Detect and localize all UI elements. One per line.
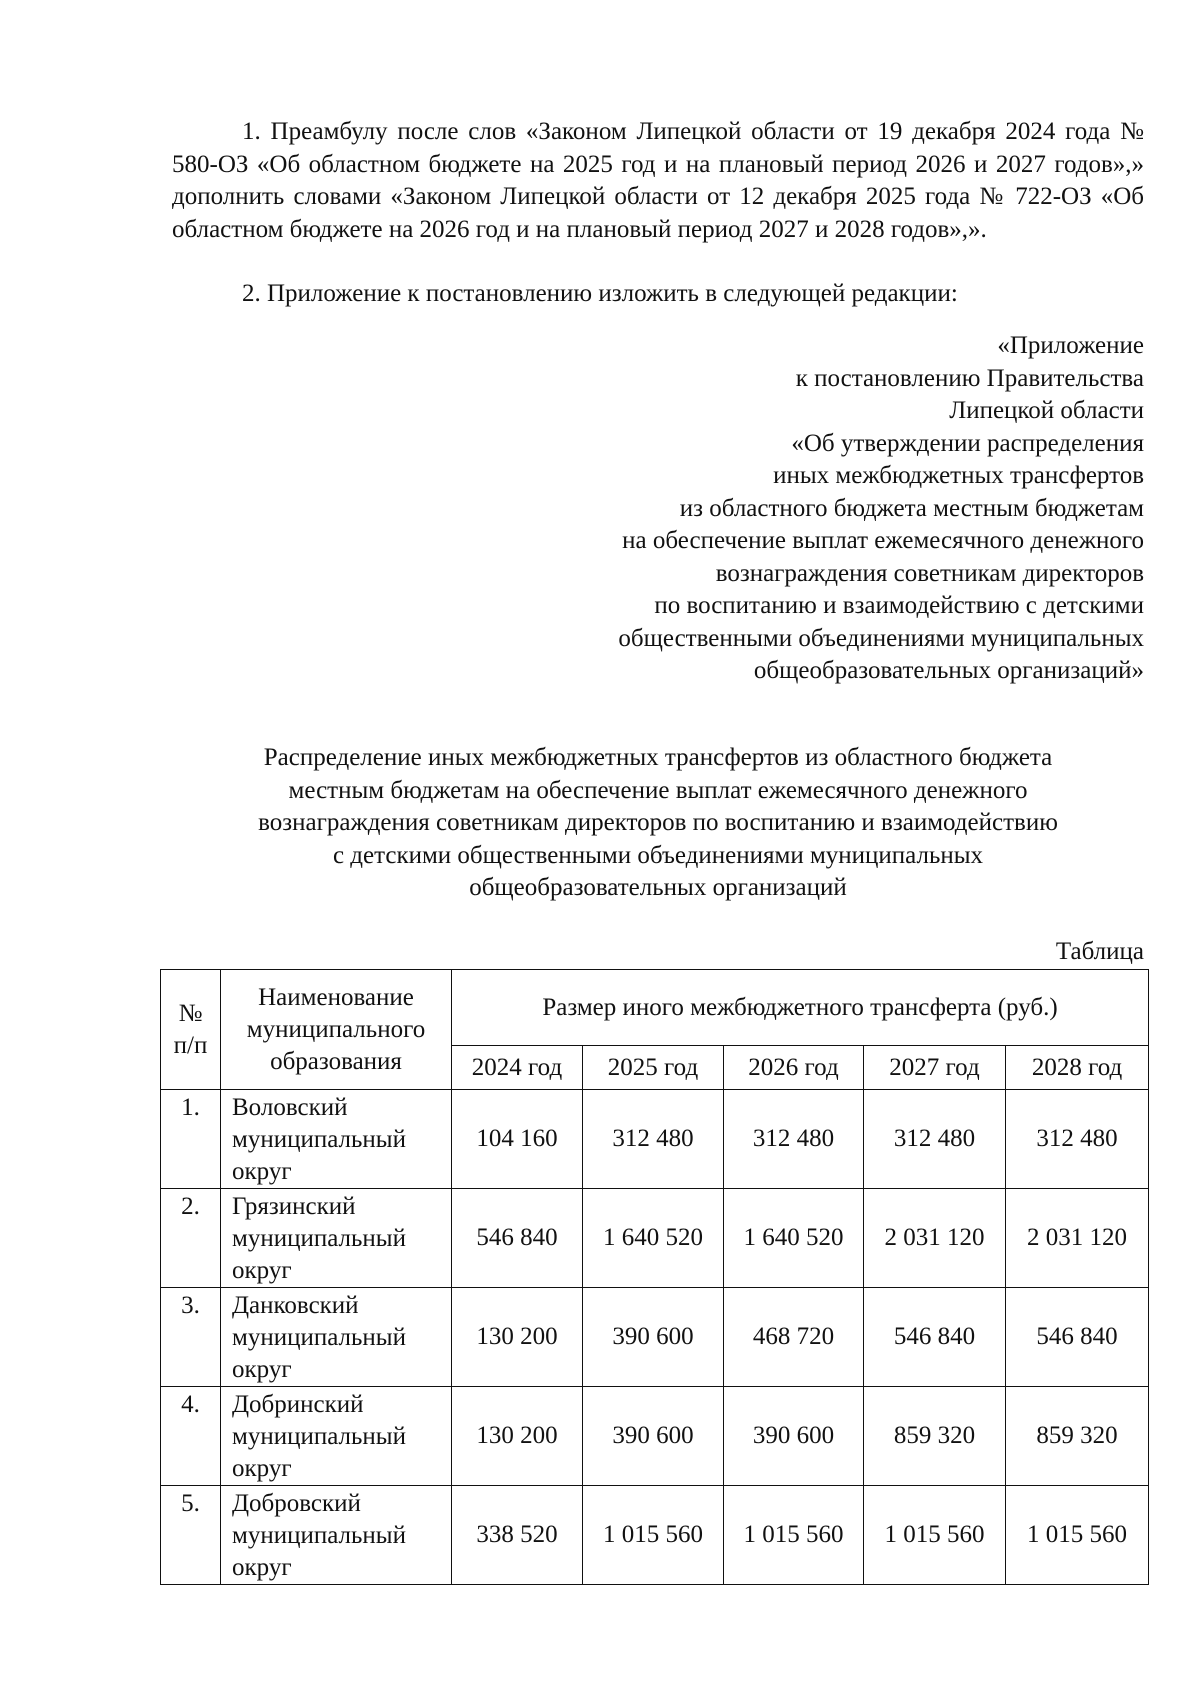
title-line: вознаграждения советникам директоров по воспитанию и взаимодействию <box>258 809 1058 836</box>
row-number: 5. <box>161 1486 221 1585</box>
header-year: 2024 год <box>452 1046 583 1090</box>
paragraph-preamble-amendment: 1. Преамбулу после слов «Законом Липецкой области от 19 декабря 2024 года № 580-ОЗ «Об областном бюджете на 2025 год и на плановый период 2026 и 2027 годов»,» дополнить словами «Законом Липецкой области от 12 декабря 2025 года № 722-ОЗ «Об областном бюджете на 2026 год и на плановый период 2027 и 2028 годов»,». <box>172 118 1144 243</box>
appendix-line: к постановлению Правительства <box>795 364 1144 392</box>
header-year: 2027 год <box>864 1046 1006 1090</box>
header-number-line1: № <box>178 999 203 1027</box>
title-line: Распределение иных межбюджетных трансфертов из областного бюджета <box>263 744 1053 771</box>
row-municipality: Данковский муниципальный округ <box>221 1288 452 1387</box>
row-value: 312 480 <box>864 1090 1006 1189</box>
row-value: 859 320 <box>1006 1387 1149 1486</box>
appendix-line: на обеспечение выплат ежемесячного денежного <box>622 527 1144 554</box>
appendix-line: по воспитанию и взаимодействию с детскими <box>654 592 1144 619</box>
header-name: Наименование муниципального образования <box>221 970 452 1090</box>
row-value: 2 031 120 <box>864 1189 1006 1288</box>
row-value: 2 031 120 <box>1006 1189 1149 1288</box>
row-number: 3. <box>161 1288 221 1387</box>
row-value: 546 840 <box>1006 1288 1149 1387</box>
row-value: 546 840 <box>452 1189 583 1288</box>
header-year: 2026 год <box>724 1046 864 1090</box>
header-year: 2028 год <box>1006 1046 1149 1090</box>
row-value: 1 640 520 <box>583 1189 724 1288</box>
row-number: 4. <box>161 1387 221 1486</box>
row-value: 390 600 <box>583 1288 724 1387</box>
row-municipality: Добринский муниципальный округ <box>221 1387 452 1486</box>
row-value: 130 200 <box>452 1288 583 1387</box>
row-value: 1 015 560 <box>864 1486 1006 1585</box>
header-number-line2: п/п <box>173 1031 208 1059</box>
document-title <box>172 742 1144 905</box>
appendix-line: вознаграждения советникам директоров <box>715 559 1144 587</box>
row-number: 2. <box>161 1189 221 1288</box>
row-value: 130 200 <box>452 1387 583 1486</box>
appendix-line: общеобразовательных организаций» <box>753 657 1144 684</box>
paragraph-appendix-amendment: 2. Приложение к постановлению изложить в следующей редакции: <box>242 280 958 307</box>
appendix-line: иных межбюджетных трансфертов <box>773 462 1144 489</box>
row-value: 1 015 560 <box>724 1486 864 1585</box>
row-value: 468 720 <box>724 1288 864 1387</box>
table-header-row <box>161 970 1149 1046</box>
table-row <box>161 1387 1149 1486</box>
row-value: 312 480 <box>1006 1090 1149 1189</box>
row-value: 1 015 560 <box>1006 1486 1149 1585</box>
row-value: 338 520 <box>452 1486 583 1585</box>
row-value: 104 160 <box>452 1090 583 1189</box>
table-row <box>161 1090 1149 1189</box>
row-value: 1 015 560 <box>583 1486 724 1585</box>
header-transfer-size: Размер иного межбюджетного трансферта (руб.) <box>452 970 1149 1046</box>
appendix-heading <box>500 330 1144 688</box>
appendix-line: Липецкой области <box>949 397 1144 424</box>
row-number: 1. <box>161 1090 221 1189</box>
row-value: 1 640 520 <box>724 1189 864 1288</box>
appendix-line: из областного бюджета местным бюджетам <box>679 494 1144 522</box>
table-row <box>161 1288 1149 1387</box>
row-municipality: Добровский муниципальный округ <box>221 1486 452 1585</box>
row-value: 312 480 <box>724 1090 864 1189</box>
row-value: 390 600 <box>724 1387 864 1486</box>
transfers-table <box>160 969 1149 1585</box>
title-line: местным бюджетам на обеспечение выплат ежемесячного денежного <box>288 776 1028 804</box>
row-municipality: Грязинский муниципальный округ <box>221 1189 452 1288</box>
table-caption: Таблица <box>1055 938 1144 965</box>
row-value: 312 480 <box>583 1090 724 1189</box>
row-value: 859 320 <box>864 1387 1006 1486</box>
appendix-line: «Об утверждении распределения <box>791 429 1144 457</box>
appendix-line: общественными объединениями муниципальных <box>618 624 1144 652</box>
table-row <box>161 1189 1149 1288</box>
row-municipality: Воловский муниципальный округ <box>221 1090 452 1189</box>
row-value: 546 840 <box>864 1288 1006 1387</box>
header-number <box>161 970 221 1090</box>
appendix-line: «Приложение <box>997 332 1144 359</box>
table-row <box>161 1486 1149 1585</box>
title-line: с детскими общественными объединениями муниципальных <box>332 841 984 869</box>
row-value: 390 600 <box>583 1387 724 1486</box>
header-year: 2025 год <box>583 1046 724 1090</box>
title-line: общеобразовательных организаций <box>469 874 847 901</box>
